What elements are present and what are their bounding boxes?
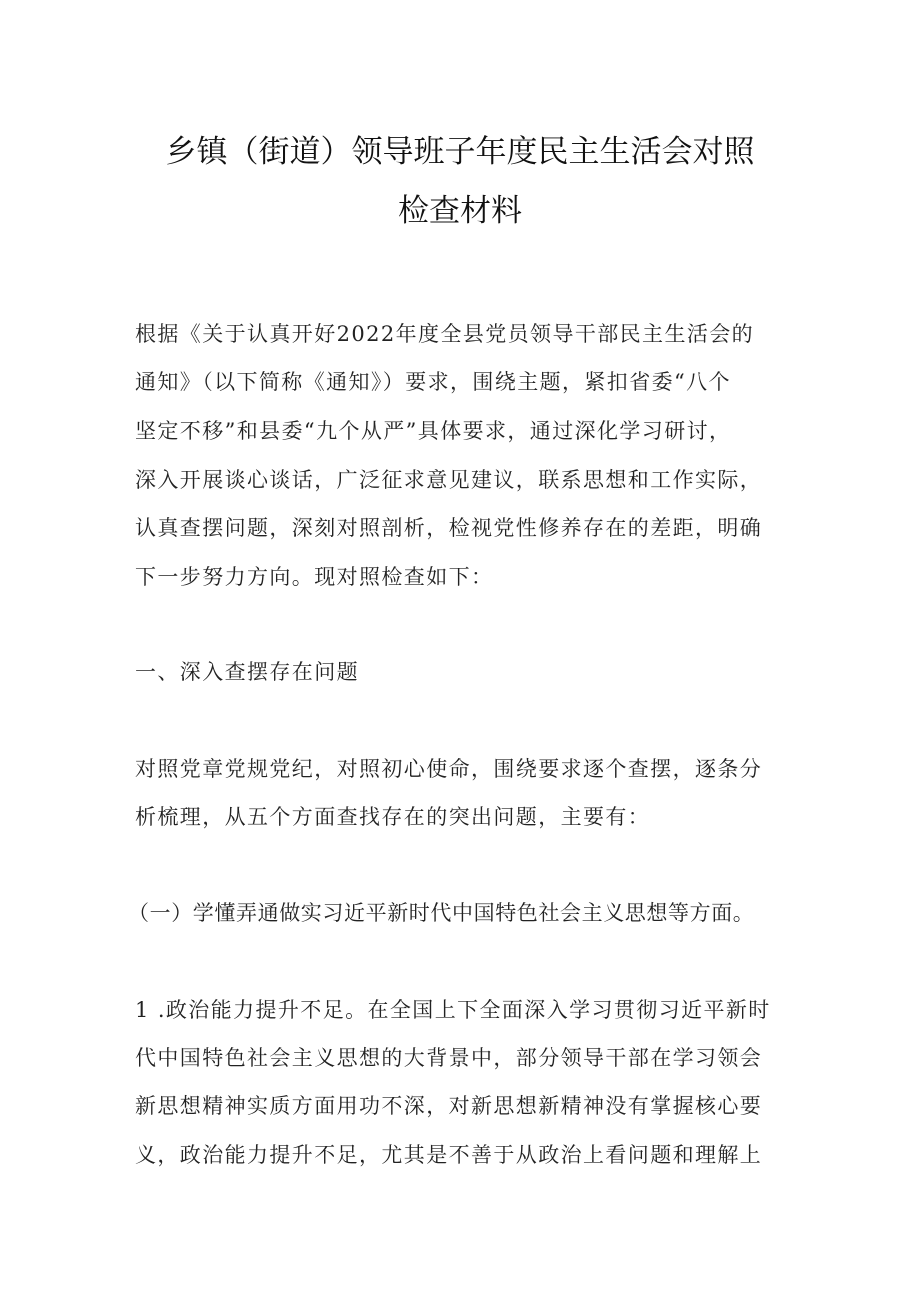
section-intro-line: 析梳理，从五个方面查找存在的突出问题，主要有：	[135, 805, 651, 829]
intro-line: 认真查摆问题，深刻对照剖析，检视党性修养存在的差距，明确	[135, 516, 763, 540]
item-line: 新思想精神实质方面用功不深，对新思想新精神没有掌握核心要	[135, 1094, 763, 1118]
section-intro-line: 对照党章党规党纪，对照初心使命，围绕要求逐个查摆，逐条分	[135, 757, 763, 781]
intro-line: 深入开展谈心谈话，广泛征求意见建议，联系思想和工作实际，	[135, 468, 763, 492]
item-line: 义，政治能力提升不足，尤其是不善于从政治上看问题和理解上	[135, 1143, 763, 1167]
document-title-line-2: 检查材料	[398, 193, 522, 229]
document-title-line-1: 乡镇（街道）领导班子年度民主生活会对照	[165, 134, 755, 170]
item-line: 代中国特色社会主义思想的大背景中，部分领导干部在学习领会	[135, 1046, 763, 1070]
intro-line: 根据《关于认真开好2022年度全县党员领导干部民主生活会的	[135, 322, 755, 346]
section-heading-text: 一、深入查摆存在问题	[135, 660, 359, 684]
intro-line: 下一步努力方向。现对照检查如下：	[135, 565, 494, 589]
intro-line: 坚定不移”和县委“九个从严”具体要求，通过深化学习研讨，	[135, 419, 732, 443]
intro-line: 通知》（以下简称《通知》）要求，围绕主题，紧扣省委“八个	[135, 370, 731, 394]
item-line: 1 .政治能力提升不足。在全国上下全面深入学习贯彻习近平新时	[135, 998, 771, 1022]
subsection-heading-text: （一）学懂弄通做实习近平新时代中国特色社会主义思想等方面。	[128, 901, 755, 925]
